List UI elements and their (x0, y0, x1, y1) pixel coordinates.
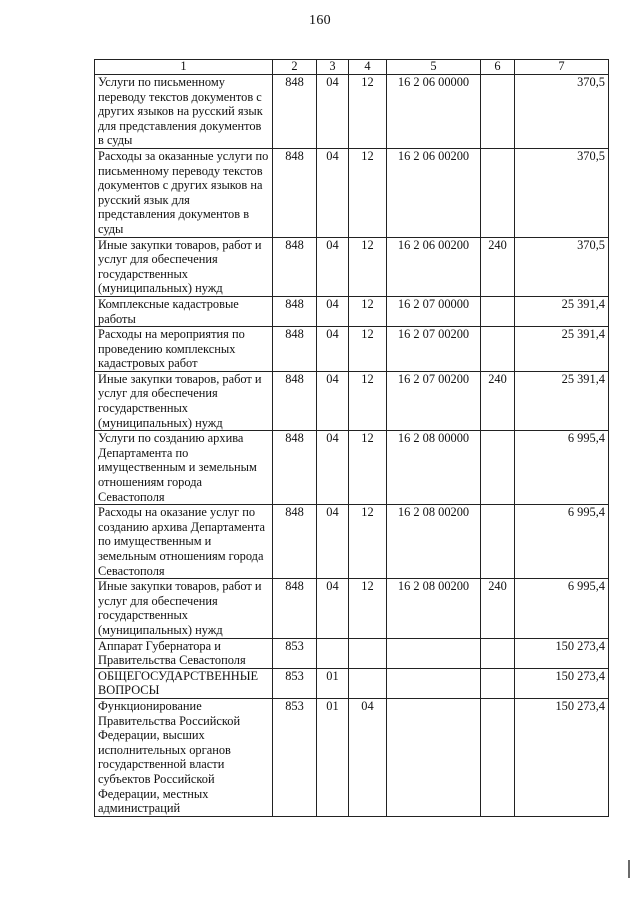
row-name: Расходы на мероприятия по проведению комплексных кадастровых работ (95, 327, 273, 372)
row-target-article: 16 2 08 00200 (387, 579, 481, 638)
row-expense-type (481, 327, 515, 372)
row-admin-code: 853 (273, 698, 317, 816)
row-amount: 150 273,4 (515, 698, 609, 816)
row-expense-type: 240 (481, 237, 515, 296)
row-expense-type (481, 431, 515, 505)
row-amount: 370,5 (515, 75, 609, 149)
row-section-code: 04 (317, 371, 349, 430)
header-col-1: 1 (95, 60, 273, 75)
row-section-code: 04 (317, 431, 349, 505)
row-amount: 25 391,4 (515, 327, 609, 372)
row-admin-code: 848 (273, 237, 317, 296)
row-subsection-code: 12 (349, 505, 387, 579)
row-admin-code: 848 (273, 327, 317, 372)
row-subsection-code: 12 (349, 148, 387, 237)
row-section-code: 04 (317, 296, 349, 326)
row-expense-type (481, 668, 515, 698)
row-section-code: 04 (317, 327, 349, 372)
table-row (95, 296, 609, 326)
row-expense-type (481, 75, 515, 149)
row-expense-type (481, 148, 515, 237)
table-row (95, 579, 609, 638)
row-subsection-code: 12 (349, 431, 387, 505)
row-amount: 370,5 (515, 237, 609, 296)
row-section-code: 04 (317, 579, 349, 638)
row-expense-type (481, 698, 515, 816)
row-target-article (387, 698, 481, 816)
row-amount: 6 995,4 (515, 431, 609, 505)
header-row (95, 60, 609, 75)
row-target-article (387, 638, 481, 668)
row-target-article (387, 668, 481, 698)
row-admin-code: 853 (273, 668, 317, 698)
row-amount: 25 391,4 (515, 371, 609, 430)
row-subsection-code: 12 (349, 327, 387, 372)
table-body (95, 75, 609, 817)
budget-table (94, 59, 609, 817)
row-expense-type (481, 638, 515, 668)
row-expense-type (481, 505, 515, 579)
table-row (95, 668, 609, 698)
page-number: 160 (309, 13, 331, 28)
row-subsection-code: 12 (349, 296, 387, 326)
row-subsection-code: 12 (349, 579, 387, 638)
row-name: Расходы на оказание услуг по созданию архива Департамента по имущественным и земельным отношениям города Севастополя (95, 505, 273, 579)
table-header (95, 60, 609, 75)
table-row (95, 638, 609, 668)
row-target-article: 16 2 08 00200 (387, 505, 481, 579)
row-name: Аппарат Губернатора и Правительства Севастополя (95, 638, 273, 668)
table-row (95, 148, 609, 237)
row-name: Иные закупки товаров, работ и услуг для обеспечения государственных (муниципальных) нужд (95, 579, 273, 638)
row-subsection-code (349, 638, 387, 668)
table-row (95, 505, 609, 579)
row-amount: 150 273,4 (515, 638, 609, 668)
row-amount: 150 273,4 (515, 668, 609, 698)
row-name: Услуги по созданию архива Департамента по имущественным и земельным отношениям города Севастополя (95, 431, 273, 505)
row-target-article: 16 2 06 00200 (387, 148, 481, 237)
row-name: Комплексные кадастровые работы (95, 296, 273, 326)
row-section-code: 04 (317, 148, 349, 237)
row-name: Иные закупки товаров, работ и услуг для обеспечения государственных (муниципальных) нужд (95, 237, 273, 296)
row-section-code: 04 (317, 237, 349, 296)
header-col-4: 4 (349, 60, 387, 75)
scan-edge-mark (628, 860, 630, 878)
row-admin-code: 848 (273, 431, 317, 505)
row-section-code: 04 (317, 75, 349, 149)
row-subsection-code: 12 (349, 75, 387, 149)
row-section-code: 01 (317, 668, 349, 698)
row-expense-type: 240 (481, 579, 515, 638)
row-admin-code: 848 (273, 505, 317, 579)
row-section-code (317, 638, 349, 668)
row-target-article: 16 2 06 00200 (387, 237, 481, 296)
header-col-6: 6 (481, 60, 515, 75)
header-col-7: 7 (515, 60, 609, 75)
table-row (95, 431, 609, 505)
table-row (95, 75, 609, 149)
row-amount: 25 391,4 (515, 296, 609, 326)
row-subsection-code: 04 (349, 698, 387, 816)
row-amount: 6 995,4 (515, 579, 609, 638)
row-admin-code: 848 (273, 579, 317, 638)
row-target-article: 16 2 07 00200 (387, 327, 481, 372)
table-row (95, 698, 609, 816)
row-name: Услуги по письменному переводу текстов документов с других языков на русский язык для представления документов в суды (95, 75, 273, 149)
row-admin-code: 853 (273, 638, 317, 668)
header-col-2: 2 (273, 60, 317, 75)
row-target-article: 16 2 07 00000 (387, 296, 481, 326)
row-admin-code: 848 (273, 371, 317, 430)
row-target-article: 16 2 07 00200 (387, 371, 481, 430)
row-target-article: 16 2 08 00000 (387, 431, 481, 505)
header-col-5: 5 (387, 60, 481, 75)
row-expense-type (481, 296, 515, 326)
row-section-code: 01 (317, 698, 349, 816)
table-row (95, 371, 609, 430)
row-amount: 370,5 (515, 148, 609, 237)
row-name: Иные закупки товаров, работ и услуг для обеспечения государственных (муниципальных) нужд (95, 371, 273, 430)
table-row (95, 327, 609, 372)
row-expense-type: 240 (481, 371, 515, 430)
row-admin-code: 848 (273, 296, 317, 326)
header-col-3: 3 (317, 60, 349, 75)
row-subsection-code (349, 668, 387, 698)
row-subsection-code: 12 (349, 237, 387, 296)
row-name: Расходы за оказанные услуги по письменному переводу текстов документов с других языков на русский язык для представления документов в суды (95, 148, 273, 237)
row-name: ОБЩЕГОСУДАРСТВЕННЫЕ ВОПРОСЫ (95, 668, 273, 698)
row-admin-code: 848 (273, 148, 317, 237)
row-subsection-code: 12 (349, 371, 387, 430)
row-name: Функционирование Правительства Российской Федерации, высших исполнительных органов государственной власти субъектов Российской Федерации, местных администраций (95, 698, 273, 816)
row-section-code: 04 (317, 505, 349, 579)
row-amount: 6 995,4 (515, 505, 609, 579)
row-admin-code: 848 (273, 75, 317, 149)
table-row (95, 237, 609, 296)
row-target-article: 16 2 06 00000 (387, 75, 481, 149)
